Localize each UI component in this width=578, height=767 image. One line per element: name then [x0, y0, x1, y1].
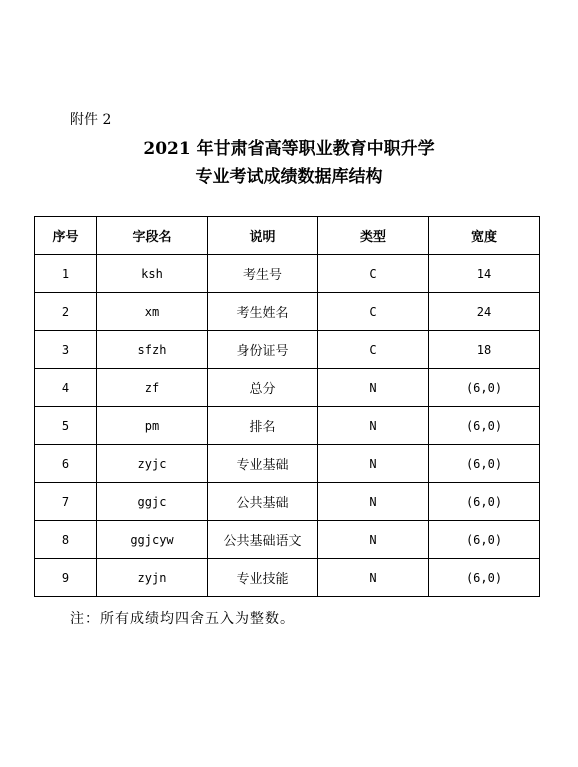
cell-width: 24 [429, 293, 540, 331]
cell-index: 8 [35, 521, 97, 559]
cell-field-name: ksh [97, 255, 208, 293]
cell-description: 考生号 [208, 255, 318, 293]
cell-width: (6,0) [429, 369, 540, 407]
table-row [35, 293, 540, 331]
header-width: 宽度 [429, 217, 540, 255]
cell-description: 排名 [208, 407, 318, 445]
document-title-line-2: 专业考试成绩数据库结构 [195, 167, 383, 187]
cell-index: 6 [35, 445, 97, 483]
cell-width: (6,0) [429, 445, 540, 483]
table-row [35, 483, 540, 521]
cell-description: 专业技能 [208, 559, 318, 597]
table-row [35, 559, 540, 597]
table-row [35, 331, 540, 369]
cell-field-name: pm [97, 407, 208, 445]
document-title-line-1: 2021 年甘肃省高等职业教育中职升学 [143, 139, 435, 159]
table-row [35, 521, 540, 559]
table-row [35, 407, 540, 445]
cell-field-name: ggjc [97, 483, 208, 521]
database-structure-table [34, 216, 540, 597]
cell-type: N [318, 483, 429, 521]
cell-index: 5 [35, 407, 97, 445]
cell-description: 公共基础语文 [208, 521, 318, 559]
cell-type: N [318, 445, 429, 483]
cell-type: N [318, 407, 429, 445]
cell-width: (6,0) [429, 483, 540, 521]
cell-description: 专业基础 [208, 445, 318, 483]
cell-type: N [318, 559, 429, 597]
table-header-row [35, 217, 540, 255]
cell-index: 1 [35, 255, 97, 293]
cell-field-name: zf [97, 369, 208, 407]
table-row [35, 255, 540, 293]
cell-field-name: zyjc [97, 445, 208, 483]
cell-description: 身份证号 [208, 331, 318, 369]
table-row [35, 369, 540, 407]
cell-width: (6,0) [429, 407, 540, 445]
cell-index: 9 [35, 559, 97, 597]
table-row [35, 445, 540, 483]
cell-width: 14 [429, 255, 540, 293]
cell-field-name: sfzh [97, 331, 208, 369]
cell-type: C [318, 255, 429, 293]
cell-description: 公共基础 [208, 483, 318, 521]
cell-width: 18 [429, 331, 540, 369]
cell-index: 4 [35, 369, 97, 407]
cell-field-name: xm [97, 293, 208, 331]
cell-index: 2 [35, 293, 97, 331]
cell-type: C [318, 293, 429, 331]
header-type: 类型 [318, 217, 429, 255]
header-description: 说明 [208, 217, 318, 255]
cell-description: 总分 [208, 369, 318, 407]
footnote: 注：所有成绩均四舍五入为整数。 [70, 611, 295, 627]
attachment-label: 附件 2 [70, 112, 112, 128]
cell-type: N [318, 521, 429, 559]
cell-field-name: ggjcyw [97, 521, 208, 559]
cell-type: C [318, 331, 429, 369]
cell-index: 7 [35, 483, 97, 521]
cell-description: 考生姓名 [208, 293, 318, 331]
header-field-name: 字段名 [97, 217, 208, 255]
cell-width: (6,0) [429, 559, 540, 597]
header-index: 序号 [35, 217, 97, 255]
cell-index: 3 [35, 331, 97, 369]
cell-width: (6,0) [429, 521, 540, 559]
cell-field-name: zyjn [97, 559, 208, 597]
cell-type: N [318, 369, 429, 407]
